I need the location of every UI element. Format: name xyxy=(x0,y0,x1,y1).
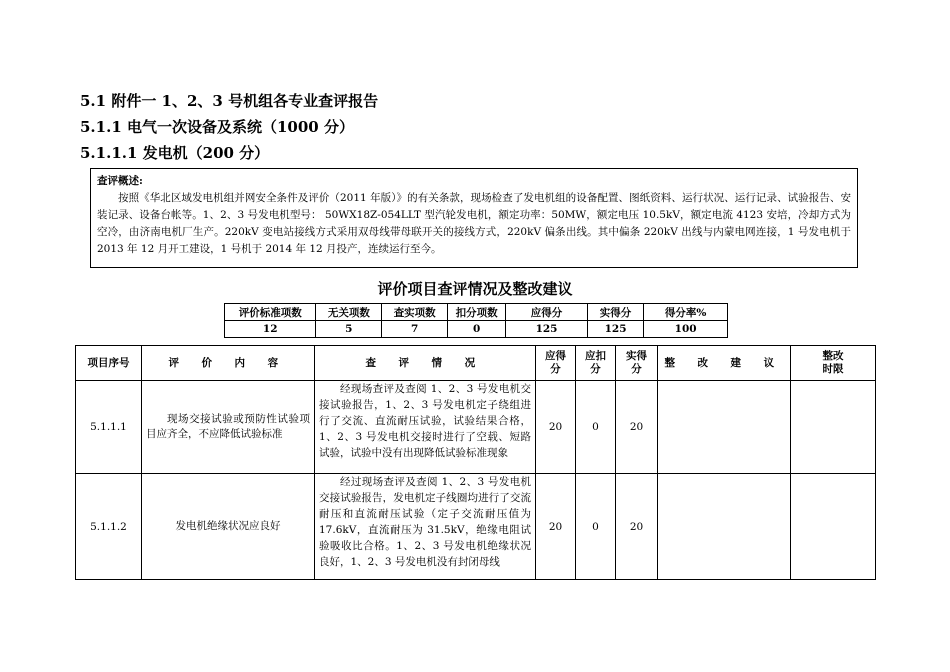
row-deduct: 0 xyxy=(576,381,616,474)
row-suggestion xyxy=(658,381,791,474)
header-should-line1: 应得 xyxy=(545,350,566,362)
row-should: 20 xyxy=(536,381,576,474)
stats-value-row xyxy=(225,321,728,338)
stats-value-cell: 100 xyxy=(644,321,728,338)
stats-header-cell: 评价标准项数 xyxy=(225,304,316,321)
overview-text: 按照《华北区域发电机组并网安全条件及评价（2011 年版）》的有关条款，现场检查了发电机组的设备配置、图纸资料、运行状况、运行记录、试验报告、安装记录、设备台帐等。1、2、3 号发电机型号： 50WX18Z-054LLT 型汽轮发电机，额定功率：50MW，额定电压 10.5kV，额定电流 4123 安培，冷却方式为空冷，由济南电机厂生产。220kV 变电站接线方式采用双母线带母联开关的接线方式，220kV 偏条出线。其中偏条 220kV 出线与内蒙电网连接，1 号发电机于 2013 年 12 月开工建设，1 号机于 2014 年 12 月投产，连续运行至今。 xyxy=(97,192,851,255)
header-deduct-line1: 应扣 xyxy=(585,350,606,362)
header-deadline-line1: 整改 xyxy=(822,350,844,362)
header-finding xyxy=(315,346,536,381)
stats-value-cell: 12 xyxy=(225,321,316,338)
header-content-label: 评 价 内 容 xyxy=(168,356,288,369)
overview-title: 查评概述: xyxy=(97,175,143,187)
stats-header-cell: 扣分项数 xyxy=(448,304,506,321)
row-actual: 20 xyxy=(616,381,658,474)
header-actual xyxy=(616,346,658,381)
row-deadline xyxy=(791,474,876,580)
stats-header-cell: 无关项数 xyxy=(316,304,382,321)
header-should-line2: 分 xyxy=(550,363,561,375)
stats-value-cell: 125 xyxy=(506,321,588,338)
row-id: 5.1.1.2 xyxy=(76,474,142,580)
subsubsection-heading: 5.1.1.1 发电机（200 分） xyxy=(80,144,270,162)
header-suggestion xyxy=(658,346,791,381)
table-row xyxy=(76,474,876,580)
stats-value-cell: 0 xyxy=(448,321,506,338)
header-deadline xyxy=(791,346,876,381)
header-actual-line1: 实得 xyxy=(626,350,647,362)
header-content xyxy=(142,346,315,381)
evaluation-table xyxy=(75,345,876,580)
row-deduct: 0 xyxy=(576,474,616,580)
overview-box xyxy=(90,168,858,268)
subsection-heading: 5.1.1 电气一次设备及系统（1000 分） xyxy=(80,118,354,136)
stats-title: 评价项目查评情况及整改建议 xyxy=(377,280,573,298)
row-finding: 经现场查评及查阅 1、2、3 号发电机交接试验报告，1、2、3 号发电机定子绕组进行了交流、直流耐压试验，试验结果合格，1、2、3 号发电机交接时进行了空载、短路试验，试验中没有出现降低试验标准现象 xyxy=(315,381,536,474)
row-id: 5.1.1.1 xyxy=(76,381,142,474)
stats-header-cell: 得分率% xyxy=(644,304,728,321)
header-deadline-line2: 时限 xyxy=(822,363,844,375)
row-finding: 经过现场查评及查阅 1、2、3 号发电机交接试验报告，发电机定子线圈均进行了交流耐压和直流耐压试验（定子交流耐压值为 17.6kV，直流耐压为 31.5kV，绝缘电阻试验吸收比合格。1、2、3 号发电机绝缘状况良好，1、2、3 号发电机没有封闭母线 xyxy=(315,474,536,580)
stats-header-cell: 应得分 xyxy=(506,304,588,321)
row-deadline xyxy=(791,381,876,474)
header-should xyxy=(536,346,576,381)
stats-value-cell: 125 xyxy=(587,321,643,338)
stats-header-cell: 查实项数 xyxy=(382,304,448,321)
stats-header-cell: 实得分 xyxy=(587,304,643,321)
header-deduct xyxy=(576,346,616,381)
stats-value-cell: 7 xyxy=(382,321,448,338)
stats-table xyxy=(224,303,728,338)
row-should: 20 xyxy=(536,474,576,580)
stats-value-cell: 5 xyxy=(316,321,382,338)
table-row xyxy=(76,381,876,474)
row-suggestion xyxy=(658,474,791,580)
evaluation-header-row xyxy=(76,346,876,381)
row-content: 发电机绝缘状况应良好 xyxy=(142,474,315,580)
header-id: 项目序号 xyxy=(76,346,142,381)
section-heading: 5.1 附件一 1、2、3 号机组各专业查评报告 xyxy=(80,92,379,110)
header-suggestion-label: 整 改 建 议 xyxy=(664,356,784,369)
header-deduct-line2: 分 xyxy=(590,363,601,375)
stats-header-row xyxy=(225,304,728,321)
row-actual: 20 xyxy=(616,474,658,580)
header-finding-label: 查 评 情 况 xyxy=(365,356,485,369)
header-actual-line2: 分 xyxy=(631,363,642,375)
row-content: 现场交接试验或预防性试验项目应齐全，不应降低试验标准 xyxy=(142,381,315,474)
